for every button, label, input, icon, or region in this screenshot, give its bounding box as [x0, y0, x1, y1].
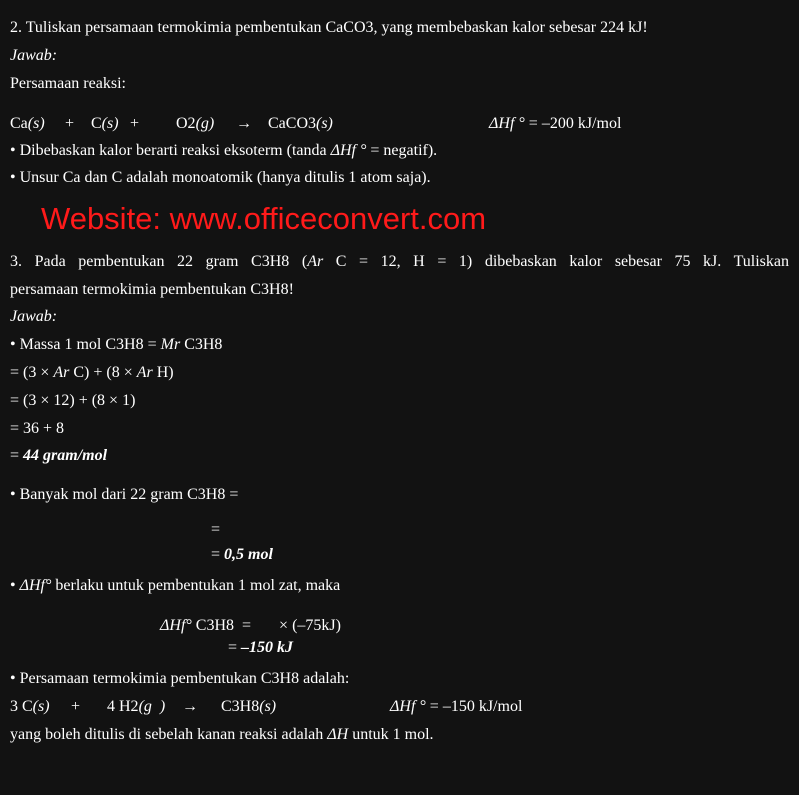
- eq3-c-state: (s): [32, 698, 50, 715]
- dhf-result-value: –150 kJ: [241, 639, 294, 656]
- bullet-monoatomik: • Unsur Ca dan C adalah monoatomik (hanya ditulis 1 atom saja).: [10, 169, 431, 186]
- dhf-result-eq: =: [228, 639, 242, 656]
- eq3-c3h8: [221, 697, 276, 717]
- eq3-enthalpy-symbol: ΔHf °: [390, 698, 426, 715]
- bullet-eksoterm-post: = negatif).: [366, 142, 438, 159]
- dhf-calculation: [160, 616, 341, 636]
- banyak-mol-line: • Banyak mol dari 22 gram C3H8 =: [10, 486, 239, 503]
- calc-line-4: [10, 446, 107, 466]
- jawab-label-q3: Jawab:: [10, 308, 58, 325]
- eq-ca: [10, 114, 45, 134]
- website-watermark: Website: www.officeconvert.com: [41, 201, 487, 236]
- eq3-h2-state: (g ): [138, 698, 166, 715]
- eq3-enthalpy: [390, 697, 522, 717]
- eq-caco3-symbol: CaCO3: [268, 115, 316, 132]
- eq-arrow: →: [236, 115, 252, 132]
- q3-line1-pre: 3. Pada pembentukan 22 gram C3H8 (: [10, 253, 308, 270]
- massa-post: C3H8: [180, 336, 223, 353]
- massa-line: [10, 335, 222, 355]
- bullet-eksoterm-symbol: ΔHf °: [330, 142, 367, 159]
- q3-line1-post: C = 12, H = 1) dibebaskan kalor sebesar 75 kJ. Tuliskan: [323, 253, 790, 270]
- eq-enthalpy-value: = –200 kJ/mol: [528, 115, 622, 132]
- massa-mr: Mr: [160, 336, 181, 353]
- calc1-a: = (3 ×: [10, 364, 54, 381]
- eq3-c: [10, 697, 50, 717]
- question-3-line-1: [10, 252, 789, 272]
- calc1-ar-1: Ar: [53, 364, 70, 381]
- dhf-pre: •: [10, 577, 20, 594]
- banyak-result-eq: =: [211, 546, 225, 563]
- massa-pre: • Massa 1 mol C3H8 =: [10, 336, 161, 353]
- closing-post: untuk 1 mol.: [348, 726, 434, 743]
- eq-o2-state: (g): [195, 115, 215, 132]
- calc-line-1: [10, 363, 174, 383]
- eq-enthalpy-symbol: ΔHf °: [489, 115, 525, 132]
- dhf-post: berlaku untuk pembentukan 1 mol zat, maka: [51, 577, 341, 594]
- persamaan-termokimia-label: • Persamaan termokimia pembentukan C3H8 adalah:: [10, 670, 350, 687]
- eq-caco3: [268, 114, 333, 134]
- eq-c-symbol: C: [91, 115, 102, 132]
- bullet-eksoterm: [10, 141, 437, 161]
- closing-symbol: ΔH: [327, 726, 349, 743]
- calc1-b: C) + (8 ×: [69, 364, 137, 381]
- calc4-eq: =: [10, 447, 24, 464]
- eq3-arrow: →: [182, 698, 198, 715]
- eq3-h2-symbol: 4 H2: [107, 698, 139, 715]
- eq3-c3h8-symbol: C3H8: [221, 698, 260, 715]
- question-2-text: 2. Tuliskan persamaan termokimia pembentukan CaCO3, yang membebaskan kalor sebesar 224 kJ!: [10, 19, 648, 36]
- eq-enthalpy: [489, 114, 621, 134]
- eq-ca-symbol: Ca: [10, 115, 28, 132]
- calc4-result: 44 gram/mol: [23, 447, 108, 464]
- banyak-mol-result: [211, 545, 273, 565]
- banyak-mol-eq: =: [211, 521, 221, 538]
- calc-line-3: = 36 + 8: [10, 420, 65, 437]
- eq3-c3h8-state: (s): [259, 698, 277, 715]
- eq3-plus: +: [71, 698, 81, 715]
- eq-caco3-state: (s): [316, 115, 333, 132]
- eq3-c-symbol: 3 C: [10, 698, 33, 715]
- banyak-result-value: 0,5 mol: [224, 546, 273, 563]
- eq-o2: [176, 114, 214, 134]
- eq-plus-2: +: [130, 115, 140, 132]
- calc1-c: H): [152, 364, 174, 381]
- calc1-ar-2: Ar: [136, 364, 153, 381]
- dhf-result: [228, 638, 293, 658]
- dhf-symbol: ΔHf°: [19, 577, 52, 594]
- jawab-label-q2: Jawab:: [10, 47, 58, 64]
- eq-c: [91, 114, 119, 134]
- closing-line: [10, 725, 434, 745]
- dhf-calc-rest: C3H8 = × (–75kJ): [191, 617, 341, 634]
- question-3-line-2: persamaan termokimia pembentukan C3H8!: [10, 281, 294, 298]
- q3-line1-ar: Ar: [307, 253, 324, 270]
- eq-ca-state: (s): [27, 115, 45, 132]
- calc-line-2: = (3 × 12) + (8 × 1): [10, 392, 136, 409]
- eq3-h2: [107, 697, 165, 717]
- dhf-calc-symbol: ΔHf°: [160, 617, 192, 634]
- eq-c-state: (s): [101, 115, 119, 132]
- eq-plus-1: +: [65, 115, 75, 132]
- closing-pre: yang boleh ditulis di sebelah kanan reaksi adalah: [10, 726, 328, 743]
- bullet-eksoterm-pre: • Dibebaskan kalor berarti reaksi eksoterm (tanda: [10, 142, 331, 159]
- dhf-statement: [10, 576, 340, 596]
- persamaan-reaksi-label: Persamaan reaksi:: [10, 75, 126, 92]
- eq3-enthalpy-value: = –150 kJ/mol: [429, 698, 523, 715]
- eq-o2-symbol: O2: [176, 115, 196, 132]
